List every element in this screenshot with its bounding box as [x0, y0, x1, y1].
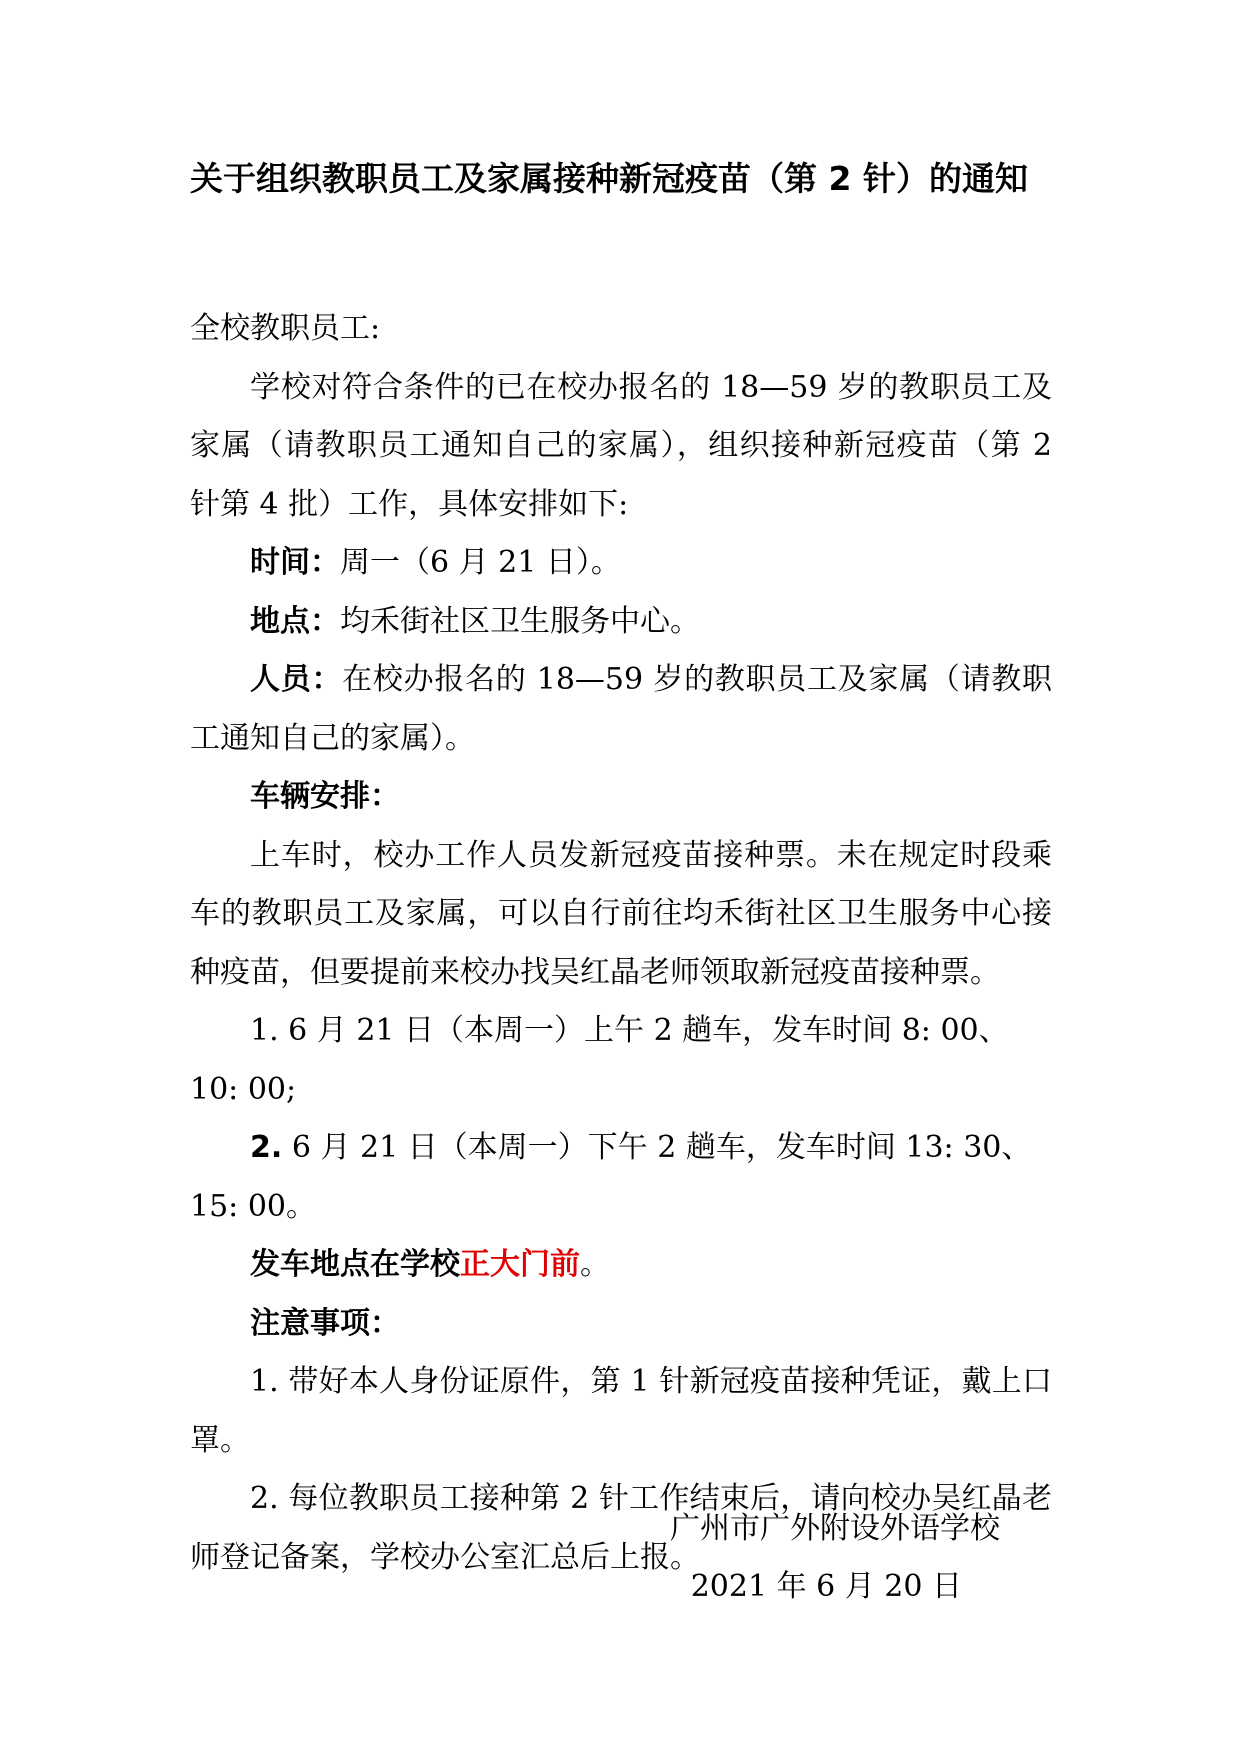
signature-organization: 广州市广外附设外语学校	[670, 1511, 1000, 1546]
time-text: 周一（6 月 21 日）。	[340, 545, 621, 580]
signature-block	[670, 1500, 1000, 1616]
people-line	[190, 651, 1052, 768]
vehicle-item-1: 1. 6 月 21 日（本周一）上午 2 趟车，发车时间 8: 00、10: 00;	[190, 1013, 1009, 1107]
departure-location	[190, 1236, 1052, 1295]
departure-location-suffix: 。	[580, 1247, 610, 1282]
people-text: 在校办报名的 18—59 岁的教职员工及家属（请教职工通知自己的家属）。	[190, 662, 1053, 756]
vehicle-item-2-text: 6 月 21 日（本周一）下午 2 趟车，发车时间 13: 30、15: 00。	[190, 1130, 1032, 1224]
time-label: 时间：	[250, 545, 340, 580]
notes-item-2: 2. 每位教职员工接种第 2 针工作结束后，请向校办吴红晶老师登记备案，学校办公室汇总后上报。	[190, 1481, 1052, 1575]
departure-location-prefix: 发车地点在学校	[250, 1247, 460, 1282]
place-text: 均禾街社区卫生服务中心。	[340, 603, 700, 639]
vehicle-description: 上车时，校办工作人员发新冠疫苗接种票。未在规定时段乘车的教职员工及家属，可以自行前往均禾街社区卫生服务中心接种疫苗，但要提前来校办找吴红晶老师领取新冠疫苗接种票。	[190, 837, 1052, 990]
signature-date: 2021 年 6 月 20 日	[690, 1569, 962, 1604]
time-line	[190, 534, 1052, 593]
notes-item-1: 1. 带好本人身份证原件，第 1 针新冠疫苗接种凭证，戴上口罩。	[190, 1364, 1052, 1458]
departure-location-highlight: 正大门前	[460, 1247, 580, 1282]
vehicle-item-2	[190, 1119, 1052, 1236]
people-label: 人员：	[250, 662, 343, 697]
document-body	[190, 300, 1052, 1587]
vehicle-heading: 车辆安排：	[250, 779, 400, 814]
place-line	[190, 593, 1052, 652]
intro-paragraph: 学校对符合条件的已在校办报名的 18—59 岁的教职员工及家属（请教职员工通知自己的家属），组织接种新冠疫苗（第 2 针第 4 批）工作，具体安排如下:	[190, 369, 1052, 522]
place-label: 地点：	[250, 603, 340, 639]
notes-heading: 注意事项：	[250, 1305, 400, 1341]
vehicle-item-2-number: 2.	[250, 1130, 283, 1165]
document-title: 关于组织教职员工及家属接种新冠疫苗（第 2 针）的通知	[190, 159, 1028, 198]
salutation: 全校教职员工:	[190, 311, 381, 346]
